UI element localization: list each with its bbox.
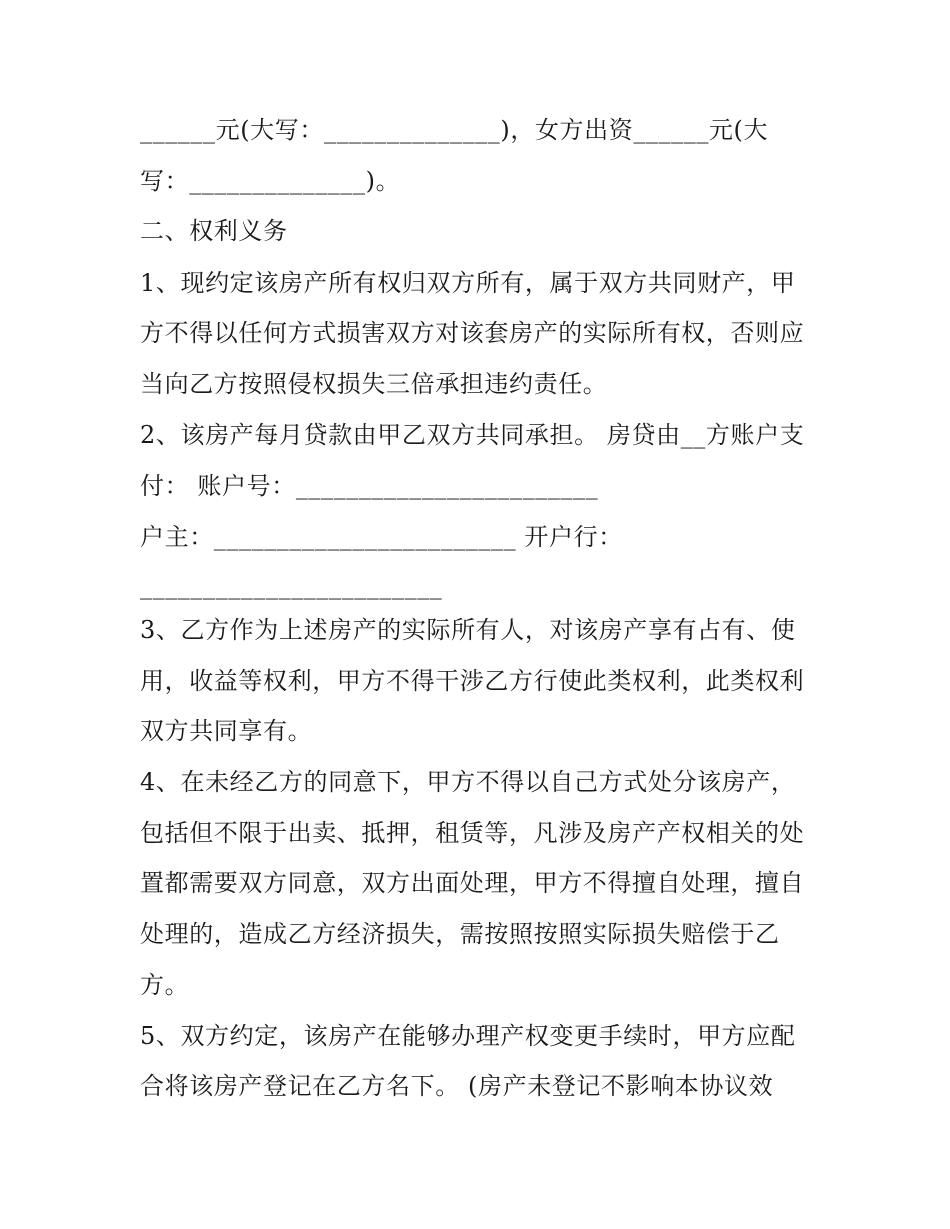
text-line: 双方共同享有。 [140,717,313,745]
text-line: 包括但不限于出卖、抵押，租赁等，凡涉及房产产权相关的处 [140,819,805,847]
text-line: 1、现约定该房产所有权归双方所有，属于双方共同财产，甲 [140,269,796,297]
text-line: 写：______________)。 [140,167,401,195]
section-heading: 二、权利义务 [140,217,288,245]
text-line: 2、该房产每月贷款由甲乙双方共同承担。 房贷由__方账户支 [140,421,805,449]
text-line: 方。 [140,971,190,999]
text-line: 5、双方约定，该房产在能够办理产权变更手续时，甲方应配 [140,1022,796,1050]
text-line: 3、乙方作为上述房产的实际所有人，对该房产享有占有、使 [140,616,796,644]
text-line: 处理的，造成乙方经济损失，需按照按照实际损失赔偿于乙 [140,920,780,948]
text-line: 付： 账户号：________________________ [140,472,599,500]
text-line: 户主：________________________ 开户行： [140,523,623,551]
text-line: 合将该房产登记在乙方名下。 (房产未登记不影响本协议效 [140,1072,774,1100]
text-line: ______元(大写：______________)，女方出资______元(大 [140,116,769,144]
text-line: 4、在未经乙方的同意下，甲方不得以自己方式处分该房产， [140,768,796,796]
text-line: 方不得以任何方式损害双方对该套房产的实际所有权，否则应 [140,319,805,347]
text-line: 当向乙方按照侵权损失三倍承担违约责任。 [140,370,608,398]
text-line: ________________________ [140,572,443,600]
text-line: 用，收益等权利，甲方不得干涉乙方行使此类权利，此类权利 [140,667,805,695]
text-line: 置都需要双方同意，双方出面处理，甲方不得擅自处理，擅自 [140,869,805,897]
